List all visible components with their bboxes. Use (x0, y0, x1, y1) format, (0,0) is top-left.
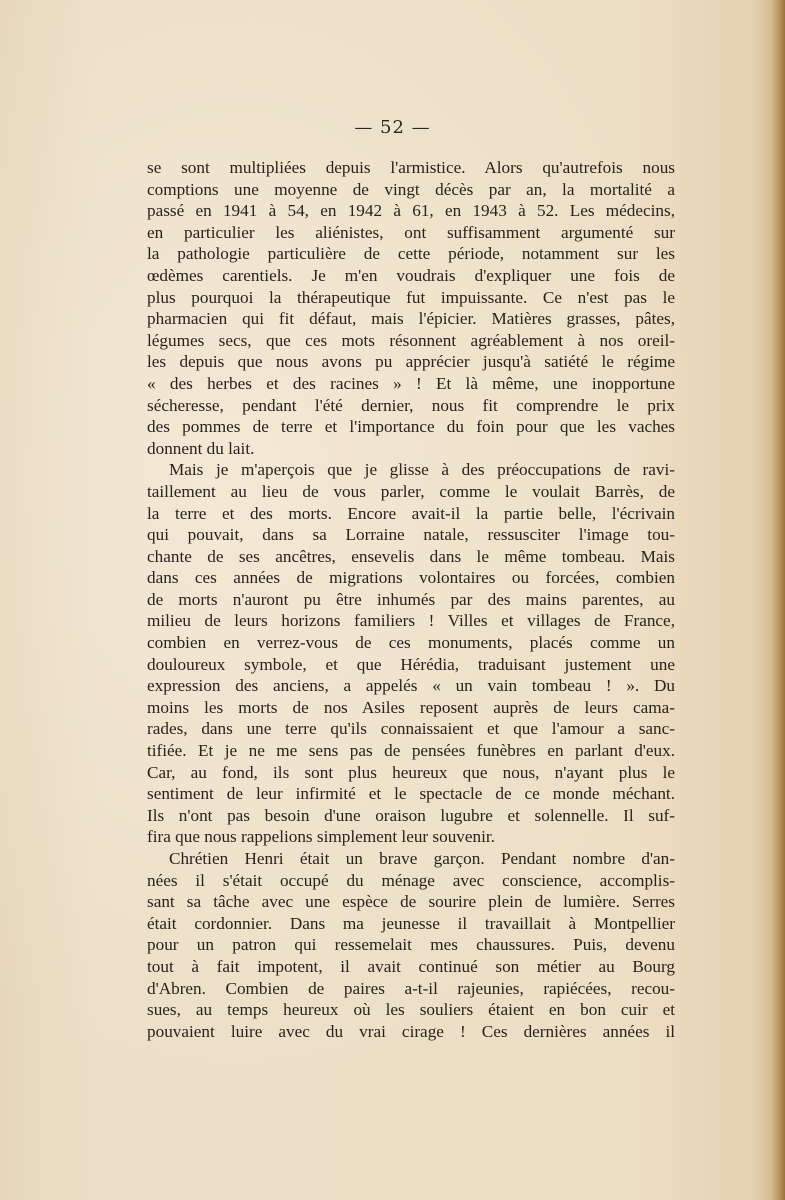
text-line: légumes secs, que ces mots résonnent agréablement à nos oreil- (147, 330, 675, 350)
text-line: Ils n'ont pas besoin d'une oraison lugubre et solennelle. Il suf- (147, 805, 675, 825)
text-line: était cordonnier. Dans ma jeunesse il travaillait à Montpellier (147, 913, 675, 933)
text-line: des pommes de terre et l'importance du foin pour que les vaches (147, 417, 675, 437)
text-line: la pathologie particulière de cette période, notamment sur les (147, 244, 675, 264)
text-line: tifiée. Et je ne me sens pas de pensées funèbres en parlant d'eux. (147, 741, 675, 761)
text-line: « des herbes et des racines » ! Et là même, une inopportune (147, 373, 675, 393)
text-line: comptions une moyenne de vingt décès par an, la mortalité a (147, 179, 675, 199)
text-line: dans ces années de migrations volontaires ou forcées, combien (147, 568, 675, 588)
text-line: rades, dans une terre qu'ils connaissaient et que l'amour a sanc- (147, 719, 675, 739)
text-line: sues, au temps heureux où les souliers étaient en bon cuir et (147, 1000, 675, 1020)
body-text (147, 157, 675, 1042)
text-line: la terre et des morts. Encore avait-il la partie belle, l'écrivain (147, 503, 675, 523)
text-line: tout à fait impotent, il avait continué son métier au Bourg (147, 956, 675, 976)
text-line: Chrétien Henri était un brave garçon. Pendant nombre d'an- (169, 849, 675, 868)
text-line: fira que nous rappelions simplement leur souvenir. (147, 827, 495, 847)
text-line: Mais je m'aperçois que je glisse à des préoccupations de ravi- (169, 460, 675, 480)
text-line: sentiment de leur infirmité et le spectacle de ce monde méchant. (147, 784, 675, 804)
text-line: douloureux symbole, et que Hérédia, traduisant justement une (147, 654, 675, 674)
text-line: Car, au fond, ils sont plus heureux que nous, n'ayant plus le (147, 762, 675, 782)
text-line: les depuis que nous avons pu apprécier jusqu'à satiété le régime (147, 352, 675, 372)
text-line: expression des anciens, a appelés « un vain tombeau ! ». Du (147, 676, 675, 696)
text-line: en particulier les aliénistes, ont suffisamment argumenté sur (147, 222, 675, 242)
text-line: donnent du lait. (147, 438, 255, 458)
text-line: de morts n'auront pu être inhumés par des mains parentes, au (147, 589, 675, 609)
text-line: moins les morts de nos Asiles reposent auprès de leurs cama- (147, 697, 675, 717)
text-line: pouvaient luire avec du vrai cirage ! Ces dernières années il (147, 1021, 675, 1041)
text-line: sécheresse, pendant l'été dernier, nous fit comprendre le prix (147, 395, 675, 415)
text-line: qui pouvait, dans sa Lorraine natale, ressusciter l'image tou- (147, 525, 675, 545)
text-line: plus pourquoi la thérapeutique fut impuissante. Ce n'est pas le (147, 287, 675, 307)
text-line: œdèmes carentiels. Je m'en voudrais d'expliquer une fois de (147, 265, 675, 285)
text-line: d'Abren. Combien de paires a-t-il rajeunies, rapiécées, recou- (147, 978, 675, 998)
text-line: pour un patron qui ressemelait mes chaussures. Puis, devenu (147, 935, 675, 955)
text-line: combien en verrez-vous de ces monuments, placés comme un (147, 633, 675, 653)
text-line: pharmacien qui fit défaut, mais l'épicier. Matières grasses, pâtes, (147, 309, 675, 329)
text-line: se sont multipliées depuis l'armistice. Alors qu'autrefois nous (147, 158, 675, 177)
text-line: taillement au lieu de vous parler, comme le voulait Barrès, de (147, 481, 675, 501)
text-line: passé en 1941 à 54, en 1942 à 61, en 1943 à 52. Les médecins, (147, 201, 675, 221)
page-number: — 52 — (354, 117, 431, 138)
text-line: nées il s'était occupé du ménage avec conscience, accomplis- (147, 870, 675, 890)
text-line: milieu de leurs horizons familiers ! Villes et villages de France, (147, 611, 675, 631)
text-line: chante de ses ancêtres, ensevelis dans le même tombeau. Mais (147, 546, 675, 566)
text-line: sant sa tâche avec une espèce de sourire plein de lumière. Serres (147, 892, 675, 912)
page-edge-shadow (771, 0, 785, 1200)
